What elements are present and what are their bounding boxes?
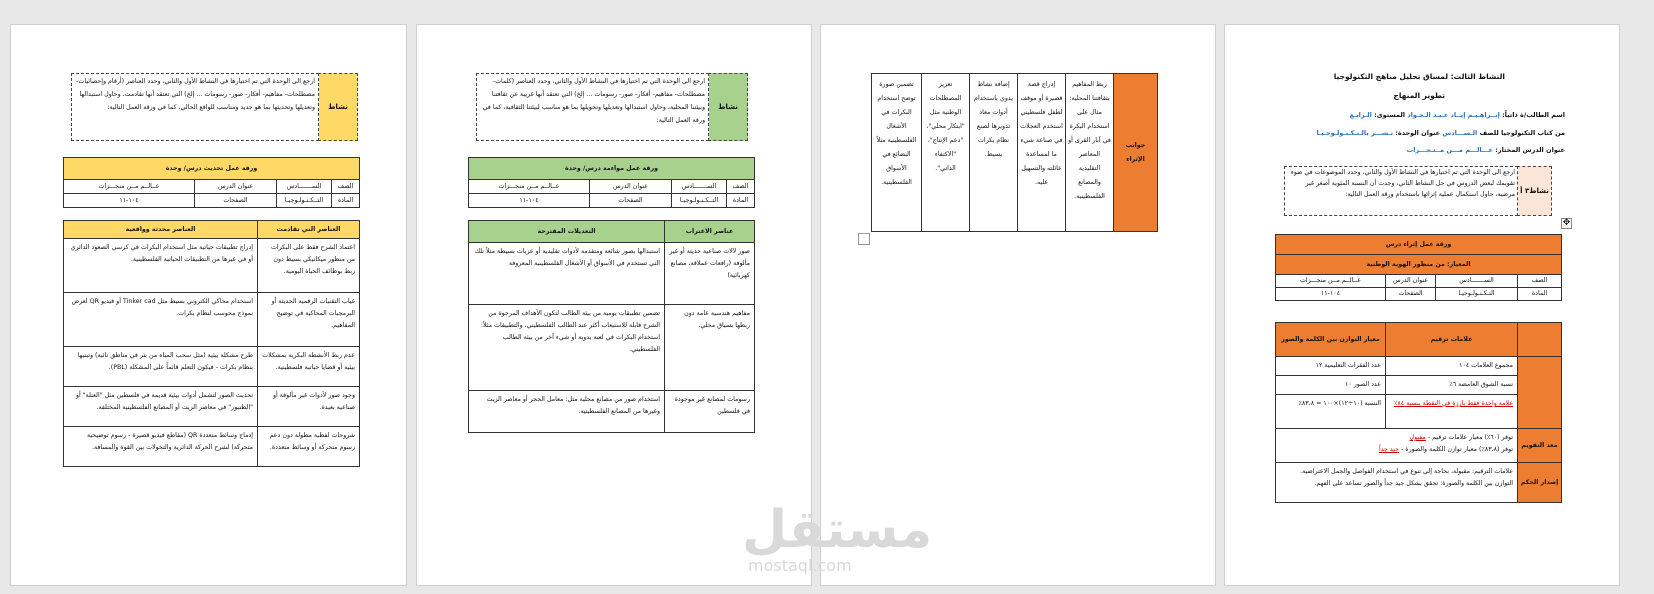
watermark-url: mostaql.com [748,556,852,575]
col-b-header: التعديلات المقترحة [469,221,665,243]
doc-title: النشاط الثالث: لمساق تحليل مناهج التكنولوجيا [1333,72,1505,81]
marks-note: علامة واحدة فقط بارزة في النقطة بنسبة ٨٤٪ [1386,395,1518,429]
pages-value: ١٠٤-١١ [469,194,590,208]
col-a-header: عناصر الاغتراب [665,221,755,243]
table-row: اعتماد الشرح فقط على البكرات من منظور ميكانيكي بسيط دون ربط بوظائف الحياة اليومية. إدراج تطبيقات حياتية مثل استخدام البكرات في كرسي الصعود الدائري أو في غيرها من التطبيقات الحياتية الفلسطينية. [64,239,360,293]
document-page-1 [10,24,407,586]
table-row: عدم ربط الأنشطة البكرية بمشكلات بيئية أو قضايا حياتية فلسطينية. طرح مشكلة بيئية (مثل سحب المياه من بئر في مناطق نائية) وتبنيها بنظام بكرات - فيكون التعلم قائماً على المشكلة (PBL). [64,347,360,387]
grade-value: الســـــــادس [277,180,332,194]
evaluation-row [1276,429,1562,463]
table-row: غياب التقنيات الرقمية الحديثة أو البرمجيات المحاكية في توضيح المفاهيم. استخدام محاكي الكتروني بسيط مثل Tinker cad أو فيديو QR لعرض نموذج محوسب لنظام بكرات. [64,293,360,347]
pages-label: الصفحات [1386,288,1436,301]
image-count: عدد الصور ١٠ [1276,376,1386,395]
sheet-title: ورقة عمل إثراء درس [1276,235,1562,255]
instruction-text: ارجع الى الوحدة التي تم اختيارها في النشاط الأول والثاني، وحدد العناصر (كلمات- مصطلحات- مفاهيم- أفكار- صور- رسومات ... إلخ) التي تعتقد أنها غريبة عن ثقافتنا وبيئتنا المحلية، وحاول استبدالها وتعديلها وتحويلها بما هو مناسب لبيئتنا الثقافية، كما في ورقة العمل التالية: [482,78,705,124]
col-balance-header: معيار التوازن بين الكلمة والصور [1276,323,1386,357]
update-sheet-table [63,157,360,208]
pages-value: ١٠٤-١١ [1276,288,1386,301]
lesson-value: عــالــم مــن منجـــزات [469,180,590,194]
student-line: اسم الطالب/ة ذاتياً: إبــراهـيـم إيــاد عـبـد الـجـواد المستوى: الـرابـع [1349,111,1565,119]
enrichment-cell: إضافة نشاط يدوي باستخدام أدوات معاد تدويرها لصنع نظام بكرات بسيط. [970,74,1018,232]
pages-value: ١٠٤-١١ [64,194,195,208]
grade-value: الســـــــادس [1436,275,1518,288]
enrichment-header: جوانب الإثراء [1114,74,1158,232]
enrichment-table [871,73,1158,232]
col-marks-header: علامات ترقيم [1386,323,1518,357]
lesson-value: عــالــم مــن منجـــزات [64,180,195,194]
update-items-table [63,220,360,467]
activity-tag: نشاط [708,73,748,141]
corner-cell [1518,323,1562,357]
sheet-title: ورقة عمل تحديث درس/ وحدة [64,158,360,180]
table-row: مفاهيم هندسية عامة دون ربطها بسياق محلي. تضمين تطبيقات يومية من بيئة الطالب لتكون الأهداف المرجوة من الشرح قابلة للاستيعاب أكثر عند الطالب الفلسطيني، والتطبيقات مثلاً: استخدام البكرات في لعبة يدوية أو شيء آخر من بيئة الطالب الفلسطيني. [469,305,755,391]
enrichment-cell: تعزيز المصطلحات الوطنية مثل "ابتكار محلي"، "دعم الإنتاج"، "الاكتفاء الذاتي". [922,74,970,232]
evaluation-table [1275,322,1562,503]
judge-label: إصدار الحكم [1518,463,1562,503]
table-row: وجود صور لأدوات غير مألوفة أو صناعية بعيدة. تحديث الصور لتشمل أدوات بيئية قديمة في فلسطين مثل "العتلة" أو "الطنبور" في معاصر الزيت أو المصانع الفلسطينية المختلفة. [64,387,360,427]
grade-label: الصف [332,180,360,194]
table-row: صور لآلات صناعية حديثة أو غير مألوفة (رافعات عملاقة، مصانع كهربائية) استبدالها بصور شائعة ومتقدمة لأدوات تقليدية أو عربات بسيطة مثلاً تلك التي تستخدم في الأسواق أو الأشغال الفلسطينية المعروفة [469,243,755,305]
enrichment-cell: تضمين صورة توضح استخدام البكرات في الأشغال الفلسطينية مثلاً البضائع في الأسواق الفلسطينية. [872,74,922,232]
lesson-label: عنوان الدرس [1386,275,1436,288]
table-row: رسومات لمصانع غير موجودة في فلسطين استخدام صور من مصانع محلية مثل: معامل الحجر أو معاصر الزيت وغيرها من المصانع الفلسطينية. [469,391,755,433]
lesson-value: عــالــم مــن منجـــزات [1276,275,1386,288]
subject-value: التــكـنـولـوجيـا [672,194,727,208]
watermark-logo: مستقل [742,500,933,560]
col-new-header: العناصر محدثة وواقعية [64,221,258,239]
judge-text: علامات الترقيم: مقبولة، بحاجة إلى تنوع في استخدام الفواصل والجمل الاعتراضية. التوازن بين الكلمة والصورة: تحقق بشكل جيد جداً والصور تساعد على الفهم. [1276,463,1518,503]
sheet-criterion: المعيار: من منظور الهوية الوطنية [1276,255,1562,275]
eval-label: معد التقويم [1518,429,1562,463]
subject-value: التـكـنـولـوجيـا [1436,288,1518,301]
subject-label: المادة [727,194,755,208]
eval-text: توفر (٦٠٪) معيار علامات ترقيم - مقبول توفر (٨٣،٨٪) معيار توازن الكلمة والصورة - جيد جداً [1276,429,1518,463]
instruction-text: ارجع الى الوحدة التي تم اختيارها في النشاط الأول والثاني، وحدد العناصر (أرقام وإحصائيات- مصطلحات- مفاهيم- أفكار- صور- رسومات ... إلخ) التي تعتقد أنها تقادمت، وحاول استبدالها وتعديلها وتحديثها بما هو جديد ومناسب للواقع الحالي، كما في ورقة العمل التالية: [76,78,315,111]
sheet-title: ورقة عمل مواءمة درس/ وحدة [469,158,755,180]
document-page-4 [1224,24,1620,586]
marks-total: مجموع العلامات ١٠٤ [1386,357,1518,376]
enrichment-cell: إدراج قصة قصيرة أو موقف لطفل فلسطيني استخدم العجلات في صناعة شيء ما لمساعدة عائلته والتسهيل عليه. [1018,74,1066,232]
subject-value: التــكـنـولـوجيـا [277,194,332,208]
subject-label: المادة [332,194,360,208]
col-old-header: العناصر التي تقادمت [258,221,360,239]
table-move-handle[interactable]: ✥ [1562,218,1571,228]
marks-ratio: نسبة الشوق الغامضة ٦٪ [1386,376,1518,395]
table-row: شروحات لفظية مطولة دون دعم رسوم متحركة أو وسائط متعددة. إدماج وسائط متعددة QR (مقاطع فيديو قصيرة - رسوم توضيحية متحركة) لشرح الحركة الدائرية والتحولات بين القوة والمسافة. [64,427,360,467]
activity-tag: نشاط٣ أ [1517,166,1552,216]
orange-cell [1518,357,1562,429]
grade-value: الســـــــادس [672,180,727,194]
book-line: من كتاب التكنولوجيا للصف الـســـادس عنوان الوحدة: نـشـــر بالـتـكـنـولـوجـيـا [1316,129,1565,137]
instruction-text: ارجع الى الوحدة التي تم اختيارها في النشاط الأول والثاني، وحدد الموضوعات في ضوء تقويمك لبعض الدروس في حل النشاط الثاني، وجدت أن النسبة المئوية أصغر غير مرضية، حاول استكمال عملية إثرائها باستخدام ورقة العمل التالية: [1290,169,1515,198]
paragraph-count: عدد الفقرات التعليمية ١٢ [1276,357,1386,376]
activity-tag: نشاط [318,73,358,141]
judgement-row [1276,463,1562,503]
lesson-line: عنوان الدرس المختار: عـــالـــم مـــن مــنـجـــزات [1406,146,1565,154]
subject-label: المادة [1518,288,1562,301]
pages-label: الصفحات [195,194,277,208]
adapt-items-table [468,220,755,433]
enrichment-cell: ربط المفاهيم بثقافتنا المحلية: مثال على استخدام البكرة في آبار القرى أو المعاصر التقليدية والمصانع الفلسطينية. [1066,74,1114,232]
lesson-label: عنوان الدرس [590,180,672,194]
balance-ratio: النسبة (١٠÷١٢)×١٠٠ = ٨٣،٨٪ [1276,395,1386,429]
adapt-sheet-table [468,157,755,208]
grade-label: الصف [727,180,755,194]
table-anchor-box[interactable] [858,233,870,245]
enrich-sheet-table [1275,234,1562,301]
lesson-label: عنوان الدرس [195,180,277,194]
grade-label: الصف [1518,275,1562,288]
doc-subtitle: تطوير المنهاج [1393,91,1445,100]
pages-label: الصفحات [590,194,672,208]
